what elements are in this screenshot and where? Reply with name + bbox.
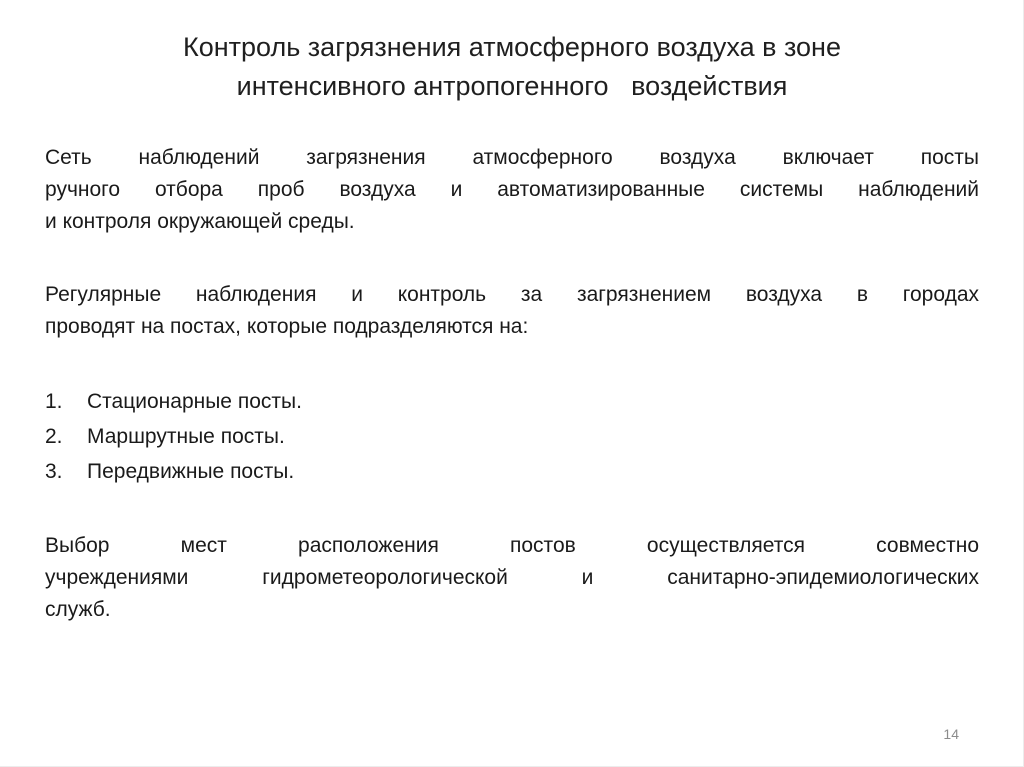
list-item-number: 3. [45,460,63,483]
paragraph-line: ручного отбора проб воздуха и автоматизированные системы наблюдений [45,178,979,201]
paragraph-post-location [45,530,979,626]
list-item-text: Передвижные посты. [87,460,295,483]
list-item [45,454,979,489]
spacer [45,489,979,530]
paragraph-line: Выбор мест расположения постов осуществляется совместно [45,534,979,557]
list-item-text: Стационарные посты. [87,390,302,413]
paragraph-line: служб. [45,598,111,621]
paragraph-line: проводят на постах, которые подразделяются на: [45,315,529,338]
slide-body [45,142,979,626]
list-item [45,384,979,419]
slide-title-line-2: интенсивного антропогенного воздействия [236,71,788,101]
list-item-number: 1. [45,390,63,413]
slide-title [80,28,944,106]
paragraph-observation-network [45,142,979,238]
spacer [45,238,979,279]
list-item-text: Маршрутные посты. [87,425,285,448]
list-item [45,419,979,454]
list-item-number: 2. [45,425,63,448]
spacer [45,343,979,384]
paragraph-line: и контроля окружающей среды. [45,210,355,233]
paragraph-line: Сеть наблюдений загрязнения атмосферного воздуха включает посты [45,146,979,169]
paragraph-line: Регулярные наблюдения и контроль за загрязнением воздуха в городах [45,283,979,306]
paragraph-line: учреждениями гидрометеорологической и санитарно-эпидемиологических [45,566,979,589]
page-number: 14 [943,726,959,742]
post-types-list [45,384,979,489]
paragraph-regular-observations [45,279,979,343]
slide-title-line-1: Контроль загрязнения атмосферного воздуха в зоне [183,32,841,62]
